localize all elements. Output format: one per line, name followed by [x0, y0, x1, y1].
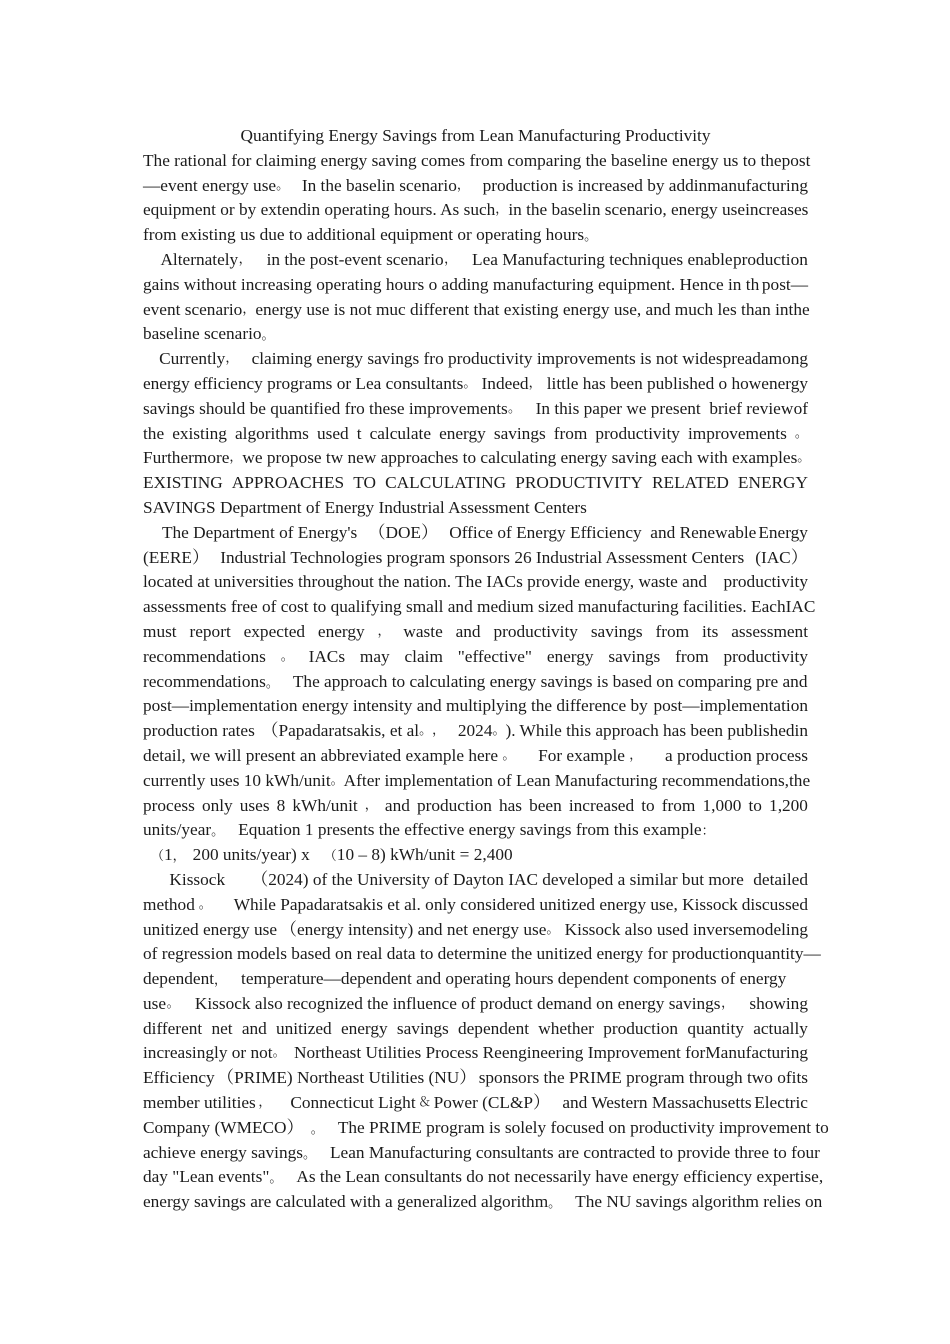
line-text: savings: [608, 646, 661, 666]
line-text: Efficiency: [143, 1068, 215, 1088]
fullwidth-comma: ，: [229, 450, 243, 466]
fullwidth-period: 。: [276, 177, 290, 193]
line-text: energy: [340, 1018, 388, 1038]
body-line: [143, 1091, 808, 1116]
line-text: and: [241, 1018, 267, 1038]
body-line: [143, 1017, 808, 1042]
fullwidth-comma: ，: [364, 797, 378, 813]
line-text: IACs: [308, 646, 346, 666]
fullwidth-period: 。: [508, 400, 522, 416]
line-text: algorithms: [234, 423, 309, 443]
line-text: increased: [568, 795, 635, 815]
line-text: ). While this approach has been published: [505, 721, 795, 741]
line-text: the: [788, 299, 810, 319]
body-line: [143, 942, 821, 967]
line-text: savings should be quantified fro these improvements: [143, 398, 508, 418]
body-line: [143, 397, 808, 422]
line-text: 1,200: [769, 795, 808, 815]
line-text: In the baselin scenario: [301, 175, 457, 195]
body-line: [143, 1116, 829, 1141]
line-text: in: [794, 721, 808, 741]
fullwidth-comma: ，: [528, 375, 542, 391]
line-text: process: [756, 745, 808, 765]
line-text: Connecticut Light: [290, 1093, 416, 1113]
line-text: may: [359, 646, 390, 666]
line-text: 8: [276, 795, 286, 815]
body-line: [143, 992, 808, 1017]
fullwidth-comma: ，: [456, 177, 470, 193]
line-text: manufacturing: [707, 175, 808, 195]
body-line: [143, 248, 808, 273]
fullwidth-period: 。: [261, 328, 275, 344]
body-line: [143, 918, 808, 943]
line-text: sponsors the PRIME program through two of: [478, 1068, 792, 1088]
line-text: production: [733, 249, 808, 269]
line-text: its: [791, 1068, 808, 1088]
fullwidth-period: 。: [546, 921, 560, 937]
body-line: [143, 1190, 823, 1215]
fullwidth-period: 。: [463, 375, 477, 391]
line-text: the: [143, 423, 165, 443]
line-text: unitized energy use: [143, 919, 278, 939]
line-text: discussed: [741, 894, 808, 914]
fullwidth-period: 。: [211, 824, 225, 840]
body-line: [143, 620, 808, 645]
line-text: to: [641, 795, 655, 815]
fullwidth-comma: ，: [238, 251, 252, 267]
line-text: member utilities: [143, 1093, 256, 1113]
line-text: from: [675, 646, 709, 666]
line-text: located at universities throughout the nation. The IACs provide energy, waste and: [143, 572, 708, 592]
body-line: [143, 1165, 824, 1190]
fullwidth-comma: ，: [242, 301, 256, 317]
line-text: been: [529, 795, 562, 815]
line-text: different: [143, 1018, 203, 1038]
line-text: Manufacturing: [705, 1043, 808, 1063]
section-heading-line: [143, 471, 808, 496]
body-line: [143, 298, 808, 323]
body-line: [143, 422, 808, 447]
line-text: Northeast Utilities Process Reengineering Improvement for: [294, 1043, 706, 1063]
line-text: the: [789, 770, 811, 790]
line-text: of: [793, 398, 808, 418]
line-text: The approach to calculating energy savings is based on comparing pre and: [292, 671, 808, 691]
line-text: Currently: [159, 349, 226, 369]
line-text: Electric: [754, 1093, 808, 1113]
line-text: energy use is not muc different that existing energy use, and much les than in: [255, 299, 789, 319]
body-line: [143, 694, 808, 719]
fullwidth-period: 。: [302, 1146, 316, 1162]
line-text: claiming energy savings fro productivity improvements is not widespread: [251, 349, 761, 369]
fullwidth-comma: ，: [495, 202, 509, 218]
fullwidth-colon: ：: [701, 824, 715, 840]
page-title: Quantifying Energy Savings from Lean Manufacturing Productivity: [240, 126, 711, 145]
line-text: increases: [745, 200, 809, 220]
body-line: [143, 1066, 808, 1091]
line-text: and: [455, 621, 481, 641]
fullwidth-ampersand: ＆: [418, 1095, 432, 1111]
line-text: improvements: [687, 423, 787, 443]
body-line: [143, 818, 808, 843]
equation-line: [143, 843, 808, 868]
body-line: [143, 546, 808, 571]
body-line: [143, 198, 808, 223]
body-line: [143, 149, 811, 174]
body-line: [143, 595, 816, 620]
line-text: Industrial Technologies program sponsors 26 Industrial Assessment Centers: [220, 547, 745, 567]
body-line: [143, 670, 808, 695]
line-text: （energy intensity) and net energy use: [279, 919, 547, 939]
line-text: kWh/unit: [292, 795, 358, 815]
line-text: in the post-event scenario: [266, 249, 444, 269]
body-line: [143, 570, 808, 595]
line-text: detailed: [753, 869, 808, 889]
line-text: we propose tw new approaches to calculating energy saving each with examples: [242, 448, 798, 468]
line-text: in the baselin scenario, energy use: [508, 200, 746, 220]
body-line: [143, 794, 808, 819]
body-line: [143, 893, 808, 918]
line-text: from: [661, 795, 696, 815]
line-text: （DOE）: [368, 522, 439, 542]
line-text: post—implementation energy intensity and multiplying the difference by: [143, 696, 648, 716]
body-line: [143, 372, 808, 397]
line-text: The PRIME program is solely focused on productivity improvement to: [337, 1117, 829, 1137]
line-text: from existing us due to additional equipment or operating hours: [143, 225, 585, 245]
line-text: gains without increasing operating hours o adding manufacturing equipment. Hence in th: [143, 274, 760, 294]
line-text: temperature—dependent and operating hours dependent components of energy: [241, 969, 787, 989]
line-text: energy savings are calculated with a generalized algorithm: [143, 1192, 549, 1212]
line-text: unitized: [276, 1018, 332, 1038]
line-text: to: [748, 795, 762, 815]
line-text: waste: [403, 621, 443, 641]
line-text: expected: [243, 621, 306, 641]
line-text: net: [211, 1018, 233, 1038]
fullwidth-period: 。: [265, 675, 279, 691]
fullwidth-comma: ，: [172, 849, 186, 865]
line-text: Kissock: [169, 869, 226, 889]
body-line: [143, 744, 808, 769]
line-text: a production: [664, 745, 752, 765]
line-text: dependent: [143, 969, 215, 989]
line-text: In this paper we present brief review: [535, 398, 794, 418]
line-text: only: [201, 795, 233, 815]
line-text: Company (WMECO）: [143, 1117, 304, 1137]
fullwidth-period: 。: [310, 1121, 324, 1137]
line-text: energy: [546, 646, 594, 666]
line-text: —event energy use: [143, 175, 277, 195]
line-text: For example: [538, 745, 625, 765]
line-text: production is increased by addin: [482, 175, 708, 195]
line-text: 200 units/year) x: [192, 845, 310, 865]
line-text: The NU savings algorithm relies on: [575, 1192, 823, 1212]
section-heading-line: [143, 496, 808, 521]
line-text: calculate: [369, 423, 431, 443]
line-text: and: [384, 795, 410, 815]
line-text: 1,000: [702, 795, 742, 815]
line-text: actually: [753, 1018, 808, 1038]
line-text: Kissock also recognized the influence of product demand on energy savings: [194, 993, 721, 1013]
body-line: [143, 446, 811, 471]
line-text: energy efficiency programs or Lea consultants: [143, 373, 464, 393]
line-text: quantity: [687, 1018, 744, 1038]
line-text: Power (CL&P）: [433, 1093, 551, 1113]
line-text: little has been published o how: [546, 373, 762, 393]
fullwidth-comma: ，: [225, 351, 239, 367]
line-text: Lean Manufacturing consultants are contracted to provide three to four: [329, 1142, 820, 1162]
line-text: quantity—: [746, 944, 821, 964]
line-text: achieve energy savings: [143, 1142, 303, 1162]
line-text: productivity: [493, 621, 578, 641]
fullwidth-comma: ，: [629, 747, 643, 763]
line-text: production: [603, 1018, 679, 1038]
fullwidth-paren-open: （: [323, 849, 337, 865]
line-text: whether: [538, 1018, 594, 1038]
line-text: After implementation of Lean Manufacturing recommendations,: [343, 770, 789, 790]
line-text: As the Lean consultants do not necessarily have energy efficiency expertise,: [296, 1167, 824, 1187]
line-text: 2024: [457, 721, 493, 741]
line-text: Furthermore: [143, 448, 230, 468]
line-text: (IAC）: [755, 547, 808, 567]
line-text: post—implementation: [653, 696, 808, 716]
line-text: savings: [493, 423, 546, 443]
line-text: must: [143, 621, 177, 641]
body-line: [143, 769, 811, 794]
line-text: baseline scenario: [143, 324, 262, 344]
fullwidth-comma: ，: [258, 1095, 272, 1111]
line-text: While Papadaratsakis et al. only considered unitized energy use, Kissock: [233, 894, 738, 914]
line-text: post—: [761, 274, 808, 294]
line-text: （Papadaratsakis, et al: [261, 721, 420, 741]
line-text: "effective": [457, 646, 532, 666]
fullwidth-comma: ，: [214, 973, 228, 989]
line-text: energy: [439, 423, 486, 443]
line-text: energy: [317, 621, 365, 641]
line-text: The rational for claiming energy saving comes from comparing the baseline energy us to the: [143, 150, 782, 170]
line-text: day "Lean events": [143, 1167, 270, 1187]
line-text: IAC: [785, 597, 816, 617]
line-text: Kissock also used inverse: [564, 919, 743, 939]
line-text: from: [655, 621, 690, 641]
line-text: has: [498, 795, 523, 815]
heading-text: PRODUCTIVITY: [515, 473, 643, 493]
fullwidth-period: 。: [280, 648, 294, 664]
body-line: [143, 967, 808, 992]
fullwidth-period: 。: [166, 995, 180, 1011]
line-text: （2024) of the University of Dayton IAC developed a similar but more: [250, 869, 744, 889]
line-text: productivity: [723, 572, 808, 592]
line-text: savings: [590, 621, 643, 641]
line-text: from: [553, 423, 588, 443]
line-text: detail, we will present an abbreviated example here: [143, 745, 499, 765]
line-text: increasingly or not: [143, 1043, 273, 1063]
line-text: The Department of Energy's: [161, 522, 358, 542]
fullwidth-period: 。: [269, 1171, 283, 1187]
fullwidth-period: 。: [794, 425, 808, 441]
line-text: and Western Massachusetts: [562, 1093, 752, 1113]
heading-text: EXISTING: [143, 473, 223, 493]
body-line: [143, 521, 808, 546]
line-text: 1: [164, 845, 173, 865]
fullwidth-period: 。: [584, 229, 598, 245]
line-text: assessment: [731, 621, 808, 641]
line-text: equipment or by extendin operating hours. As such: [143, 200, 496, 220]
line-text: event scenario: [143, 299, 243, 319]
fullwidth-comma: ，: [377, 623, 391, 639]
body-line: [143, 1141, 820, 1166]
document-text-column: [143, 124, 829, 1215]
body-line: [143, 347, 808, 372]
body-line: [143, 719, 808, 744]
line-text: report: [189, 621, 231, 641]
line-text: (EERE）: [143, 547, 210, 567]
line-text: modeling: [742, 919, 808, 939]
line-text: Indeed: [481, 373, 529, 393]
fullwidth-period: 。: [198, 896, 212, 912]
line-text: post: [781, 150, 811, 170]
body-line: [143, 868, 808, 893]
line-text: production rates: [143, 721, 255, 741]
line-text: its: [702, 621, 719, 641]
fullwidth-period: 。: [797, 450, 811, 466]
heading-text: RELATED: [652, 473, 729, 493]
line-text: t: [356, 423, 362, 443]
heading-text: APPROACHES: [231, 473, 345, 493]
heading-text: CALCULATING: [385, 473, 507, 493]
line-text: of regression models based on real data to determine the unitized energy for production: [143, 944, 747, 964]
line-text: energy: [761, 373, 808, 393]
line-text: used: [316, 423, 349, 443]
fullwidth-period: 。: [502, 747, 516, 763]
body-line: [143, 273, 808, 298]
fullwidth-comma: ，: [721, 995, 735, 1011]
line-text: production: [416, 795, 492, 815]
fullwidth-paren-open: （: [151, 849, 165, 865]
line-text: method: [143, 894, 195, 914]
line-text: recommendations: [143, 671, 266, 691]
line-text: Office of Energy Efficiency and Renewable: [449, 522, 757, 542]
fullwidth-comma: ，: [432, 723, 446, 739]
fullwidth-comma: ，: [444, 251, 458, 267]
line-text: uses: [239, 795, 270, 815]
fullwidth-period: 。: [548, 1196, 562, 1212]
line-text: Lea Manufacturing techniques enable: [472, 249, 733, 269]
heading-text: ENERGY: [737, 473, 808, 493]
line-text: process: [143, 795, 195, 815]
line-text: among: [760, 349, 808, 369]
heading-text: SAVINGS Department of Energy Industrial Assessment Centers: [143, 497, 587, 517]
body-line: [143, 1041, 808, 1066]
heading-text: TO: [353, 473, 377, 493]
fullwidth-period: 。: [330, 772, 344, 788]
line-text: productivity: [723, 646, 808, 666]
line-text: claim: [404, 646, 443, 666]
line-text: currently uses 10 kWh/unit: [143, 770, 331, 790]
body-line: [143, 645, 808, 670]
body-line: [143, 322, 808, 347]
line-text: showing: [749, 993, 808, 1013]
line-text: recommendations: [143, 646, 266, 666]
fullwidth-period: 。: [272, 1045, 286, 1061]
fullwidth-period: 。: [419, 723, 433, 739]
line-text: use: [143, 993, 167, 1013]
fullwidth-period: 。: [492, 723, 506, 739]
line-text: Equation 1 presents the effective energy savings from this example: [238, 820, 702, 840]
body-line: [143, 174, 808, 199]
line-text: 10 – 8) kWh/unit = 2,400: [336, 845, 513, 865]
line-text: savings: [396, 1018, 449, 1038]
line-text: existing: [172, 423, 227, 443]
line-text: productivity: [595, 423, 680, 443]
line-text: （PRIME) Northeast Utilities (NU）: [216, 1068, 477, 1088]
body-line: [143, 223, 808, 248]
line-text: Energy: [758, 522, 808, 542]
line-text: dependent: [458, 1018, 530, 1038]
line-text: units/year: [143, 820, 212, 840]
line-text: assessments free of cost to qualifying small and medium sized manufacturing facilities. Each: [143, 597, 786, 617]
line-text: Alternately: [160, 249, 239, 269]
